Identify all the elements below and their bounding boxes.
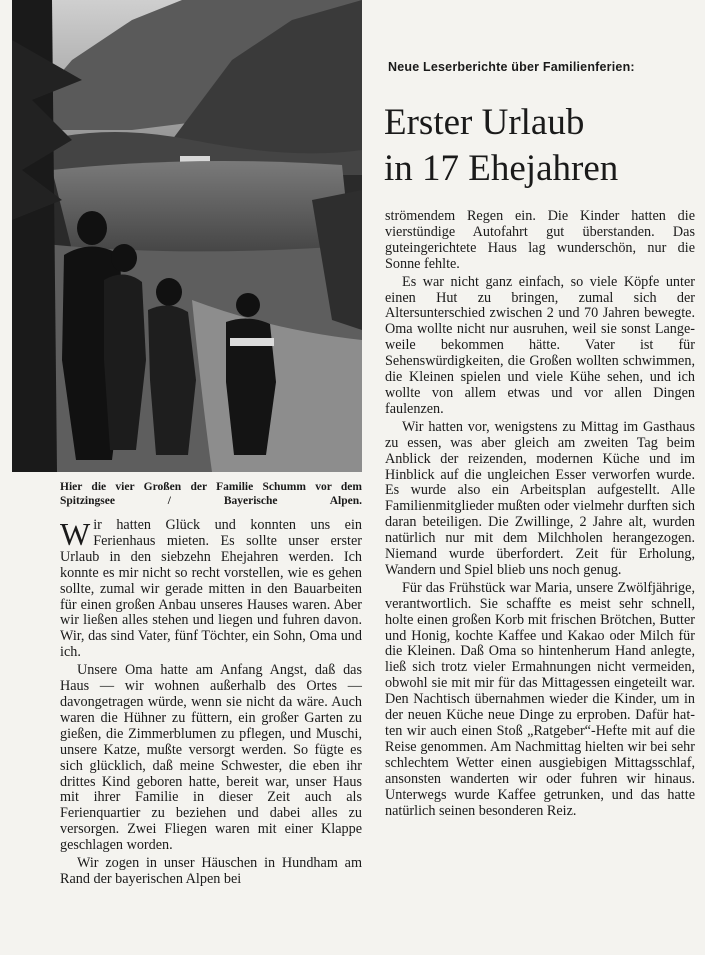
article-paragraph: Wir hatten Glück und konnten uns ein Ferienhaus mieten. Es sollte unser erster Urlaub in den siebzehn Ehejahren werden. Ich konnte es mir nicht so recht vorstellen, wie es gehen sollte, zumal wir gerade mitten in den Bauarbeiten für einen großen Anbau unseres Hauses waren. Aber wir ließen alles stehen und liegen und fuhren davon. Wir, das sind Vater, fünf Töchter, ein Sohn, Oma und ich. [60,516,362,661]
article-column-left [60,518,362,888]
lake-photo-illustration [12,0,362,472]
headline-line-2: in 17 Ehejahren [384,148,619,189]
drop-cap: W [60,516,91,552]
article-paragraph: Für das Frühstück war Maria, unsere Zwölfjährige, verantwortlich. Sie schaffte es meist sehr schnell, holte einen großen Korb mit frischen Brötchen, Butter und Honig, kochte Kaffee und Kakao oder Milch für die Kleinen. Daß Oma so hintenherum Hand anlegte, ließ sich trotz vieler Ermahnungen nicht vermeiden, obwohl sie mit mir für das Mittagessen eingeteilt war. Den Nachtisch übernahmen wieder die Kinder, um in der neuen Küche neue Dinge zu erproben. Dafür hatten wir auch einen Stoß „Ratgeber“-Hefte mit auf die Reise genommen. Am Nachmittag hielten wir bei sehr schlechtem Wetter einen ausgiebigen Mittagsschlaf, ansonsten wanderten wir oder fuhren wir hinaus. Unterwegs wurde Kaffee getrunken, und das hatte natürlich seinen besonderen Reiz. [385,579,695,819]
article-paragraph: Unsere Oma hatte am Anfang Angst, daß das Haus — wir wohnen außerhalb des Ortes — davongetragen würde, wenn sie nicht da wäre. Auch waren die Hühner zu füttern, ein großer Garten zu gießen, die Zimmerblumen zu pflegen, und Muschi, unsere Katze, mußte versorgt werden. So fügte es sich glücklich, daß meine Schwester, die eben ihr drittes Kind geboren hatte, bereit war, unser Haus mit ihrer Familie in dieser Zeit auch als Ferienquartier zu beziehen und dabei alles zu versorgen. Zwei Fliegen waren mit einer Klappe geschlagen worden. [60,662,362,854]
article-column-right [385,209,695,819]
headline-line-1: Erster Urlaub [384,102,585,143]
article-paragraph: Es war nicht ganz einfach, so viele Köpfe unter einen Hut zu bringen, zumal sich der Altersunterschied zwischen 2 und 70 Jahren bewegte. Oma wollte nicht nur ausruhen, weil sie sonst Langeweile bekommen hätte. Vater ist für Sehenswürdigkeiten, die Großen wollten schwimmen, die Kleinen spielen und viele Kühe sehen, und ich wollte von allem etwas und vor allen Dingen faulenzen. [385,273,695,417]
photo-caption: Hier die vier Großen der Familie Schumm vor dem Spitzingsee / Bayerische Alpen. [60,481,362,507]
article-headline [384,100,694,192]
article-paragraph: Wir hatten vor, wenigstens zu Mittag im Gasthaus zu essen, was aber gleich am zweiten Tag beim Anblick der reizenden, modernen Küche und im Hinblick auf die ungleichen Esser verworfen wurde. Es wurde also ein Arbeitsplan aufgestellt. Alle Familienmitglieder mußten oder vielmehr durften sich daran beteiligen. Die Zwillinge, 2 Jahre alt, wurden natürlich nur mit dem Milchholen herangezogen. Niemand wurde überfordert. Zeit für Erholung, Wandern und Spiel blieb uns noch genug. [385,418,695,578]
section-kicker: Neue Leserberichte über Familienferien: [388,60,635,74]
article-paragraph: Wir zogen in unser Häuschen in Hundham am Rand der bayerischen Alpen bei [60,855,362,887]
article-paragraph: strömendem Regen ein. Die Kinder hatten die vierstündige Autofahrt gut überstanden. Das guteingerichtete Haus lag wunderschön, nur die Sonne fehlte. [385,208,695,272]
lake-photo [12,0,362,472]
